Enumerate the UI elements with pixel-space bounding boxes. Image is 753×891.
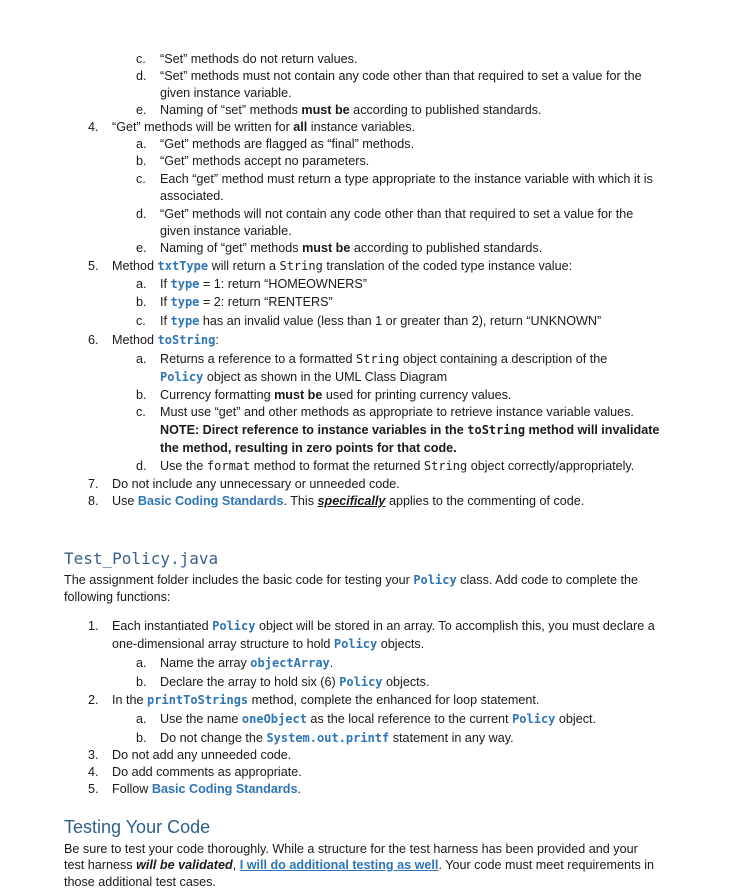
list-item: “Set” methods do not return values. <box>160 52 358 66</box>
list-marker: c. <box>136 172 146 186</box>
code-token: System.out.printf <box>266 731 390 745</box>
note-cont: the method, resulting in zero points for that code. <box>160 441 457 455</box>
list-item: Each instantiated Policy object will be stored in an array. To accomplish this, you must declare a <box>112 619 655 633</box>
list-item-cont: one-dimensional array structure to hold Policy objects. <box>112 637 425 651</box>
list-marker: a. <box>136 656 147 670</box>
list-item: If type has an invalid value (less than 1 or greater than 2), return “UNKNOWN” <box>160 314 602 328</box>
list-item: “Get” methods will be written for all instance variables. <box>112 120 416 134</box>
code-token: type <box>170 277 200 291</box>
list-marker: b. <box>136 675 147 689</box>
list-marker: 5. <box>88 259 99 273</box>
list-item: Follow Basic Coding Standards. <box>112 782 301 796</box>
list-marker: 1. <box>88 619 99 633</box>
paragraph: Be sure to test your code thoroughly. While a structure for the test harness has been provided and your <box>64 842 638 856</box>
list-marker: 4. <box>88 120 99 134</box>
list-item: If type = 2: return “RENTERS” <box>160 295 333 309</box>
list-marker: b. <box>136 388 147 402</box>
code-token: Policy <box>212 619 256 633</box>
code-token: type <box>170 295 200 309</box>
code-token: Policy <box>333 637 378 651</box>
list-marker: d. <box>136 207 147 221</box>
list-item-cont: given instance variable. <box>160 86 292 100</box>
code-token: txtType <box>157 259 209 273</box>
list-marker: 3. <box>88 748 99 762</box>
list-item: Use the name oneObject as the local reference to the current Policy object. <box>160 712 597 726</box>
code-token: Policy <box>160 370 204 384</box>
list-marker: 4. <box>88 765 99 779</box>
basic-coding-standards-link[interactable]: Basic Coding Standards <box>137 494 284 508</box>
list-item: “Set” methods must not contain any code other than that required to set a value for the <box>160 69 642 83</box>
list-item: “Get” methods accept no parameters. <box>160 154 370 168</box>
list-item: Returns a reference to a formatted String object containing a description of the <box>160 352 608 366</box>
list-marker: a. <box>136 712 147 726</box>
list-item: Do add comments as appropriate. <box>112 765 302 779</box>
code-token: Policy <box>339 675 383 689</box>
list-item: Name the array objectArray. <box>160 656 334 670</box>
paragraph-cont: test harness will be validated, I will do additional testing as well. Your code must meet requirements in <box>64 858 655 872</box>
section-heading-test-policy: Test_Policy.java <box>64 549 219 568</box>
section-heading-testing: Testing Your Code <box>64 817 211 837</box>
list-marker: c. <box>136 52 146 66</box>
note: NOTE: Direct reference to instance variables in the toString method will invalidate <box>160 423 660 437</box>
code-token: printToStrings <box>147 693 249 707</box>
list-marker: b. <box>136 731 147 745</box>
list-item: Must use “get” and other methods as appropriate to retrieve instance variable values. <box>160 405 634 419</box>
list-item: Do not include any unnecessary or unneeded code. <box>112 477 400 491</box>
list-item: In the printToStrings method, complete the enhanced for loop statement. <box>112 693 540 707</box>
paragraph-cont: following functions: <box>64 590 171 604</box>
list-marker: c. <box>136 405 146 419</box>
list-item-cont: given instance variable. <box>160 224 292 238</box>
list-marker: d. <box>136 69 147 83</box>
list-item: Use the format method to format the returned String object correctly/appropriately. <box>160 459 635 473</box>
list-marker: b. <box>136 295 147 309</box>
list-marker: 6. <box>88 333 99 347</box>
list-marker: d. <box>136 459 147 473</box>
list-item: Naming of “set” methods must be according to published standards. <box>160 103 542 117</box>
list-item: Each “get” method must return a type appropriate to the instance variable with which it is <box>160 172 653 186</box>
list-marker: 5. <box>88 782 99 796</box>
list-marker: c. <box>136 314 146 328</box>
list-item: Method txtType will return a String translation of the coded type instance value: <box>112 259 573 273</box>
list-marker: a. <box>136 137 147 151</box>
list-item: Method toString: <box>112 333 219 347</box>
list-item: Naming of “get” methods must be according to published standards. <box>160 241 543 255</box>
list-item: Use Basic Coding Standards. This specifically applies to the commenting of code. <box>112 494 585 508</box>
list-marker: a. <box>136 277 147 291</box>
code-token: Policy <box>512 712 556 726</box>
list-item: “Get” methods will not contain any code other than that required to set a value for the <box>160 207 634 221</box>
code-token: oneObject <box>241 712 307 726</box>
list-item: Do not change the System.out.printf statement in any way. <box>160 731 514 745</box>
list-item: Do not add any unneeded code. <box>112 748 292 762</box>
code-token: toString <box>157 333 216 347</box>
list-item: Currency formatting must be used for printing currency values. <box>160 388 512 402</box>
list-marker: e. <box>136 103 147 117</box>
list-marker: 7. <box>88 477 99 491</box>
code-token: Policy <box>413 573 457 587</box>
list-item-cont: associated. <box>160 189 224 203</box>
list-item: “Get” methods are flagged as “final” methods. <box>160 137 415 151</box>
list-item: If type = 1: return “HOMEOWNERS” <box>160 277 367 291</box>
list-item: Declare the array to hold six (6) Policy objects. <box>160 675 430 689</box>
list-marker: a. <box>136 352 147 366</box>
basic-coding-standards-link[interactable]: Basic Coding Standards <box>151 782 298 796</box>
list-marker: b. <box>136 154 147 168</box>
list-marker: e. <box>136 241 147 255</box>
code-token: objectArray <box>250 656 330 670</box>
paragraph: The assignment folder includes the basic code for testing your Policy class. Add code to complete the <box>64 573 639 587</box>
paragraph-cont: those additional test cases. <box>64 875 216 889</box>
code-token: type <box>170 314 200 328</box>
additional-testing-link[interactable]: I will do additional testing as well <box>239 858 439 872</box>
list-marker: 8. <box>88 494 99 508</box>
list-item-cont: Policy object as shown in the UML Class Diagram <box>160 370 448 384</box>
list-marker: 2. <box>88 693 99 707</box>
